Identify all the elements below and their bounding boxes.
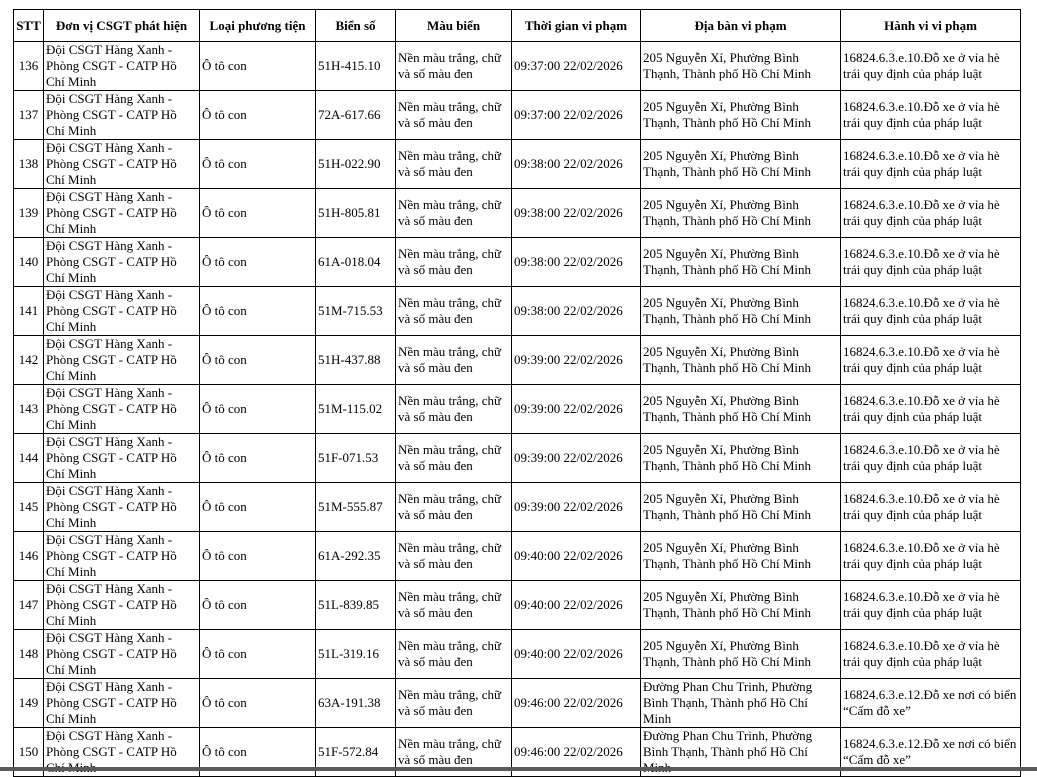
header-plate-color: Màu biển [396, 10, 512, 42]
cell-time: 09:40:00 22/02/2026 [512, 630, 641, 679]
cell-stt: 144 [14, 434, 44, 483]
cell-violation: 16824.6.3.e.10.Đỗ xe ở vỉa hè trái quy định của pháp luật [841, 140, 1021, 189]
cell-time: 09:38:00 22/02/2026 [512, 189, 641, 238]
cell-vehicle-type: Ô tô con [200, 728, 316, 777]
cell-plate: 61A-018.04 [316, 238, 396, 287]
cell-stt: 138 [14, 140, 44, 189]
cell-vehicle-type: Ô tô con [200, 434, 316, 483]
cell-unit: Đội CSGT Hàng Xanh - Phòng CSGT - CATP Hồ Chí Minh [44, 581, 200, 630]
cell-plate: 51H-415.10 [316, 42, 396, 91]
cell-unit: Đội CSGT Hàng Xanh - Phòng CSGT - CATP Hồ Chí Minh [44, 630, 200, 679]
cell-violation: 16824.6.3.e.10.Đỗ xe ở vỉa hè trái quy định của pháp luật [841, 189, 1021, 238]
header-location: Địa bàn vi phạm [641, 10, 841, 42]
cell-violation: 16824.6.3.e.10.Đỗ xe ở vỉa hè trái quy định của pháp luật [841, 581, 1021, 630]
cell-location: 205 Nguyễn Xí, Phường Bình Thạnh, Thành phố Hồ Chí Minh [641, 42, 841, 91]
cell-stt: 146 [14, 532, 44, 581]
cell-violation: 16824.6.3.e.10.Đỗ xe ở vỉa hè trái quy định của pháp luật [841, 287, 1021, 336]
cell-stt: 150 [14, 728, 44, 777]
header-unit: Đơn vị CSGT phát hiện [44, 10, 200, 42]
cell-plate: 51H-805.81 [316, 189, 396, 238]
cell-plate-color: Nền màu trắng, chữ và số màu đen [396, 581, 512, 630]
cell-violation: 16824.6.3.e.10.Đỗ xe ở vỉa hè trái quy định của pháp luật [841, 42, 1021, 91]
cell-plate: 51L-839.85 [316, 581, 396, 630]
table-row [14, 630, 1021, 679]
cell-location: 205 Nguyễn Xí, Phường Bình Thạnh, Thành phố Hồ Chí Minh [641, 189, 841, 238]
cell-plate-color: Nền màu trắng, chữ và số màu đen [396, 42, 512, 91]
table-row [14, 483, 1021, 532]
cell-vehicle-type: Ô tô con [200, 532, 316, 581]
cell-plate: 51F-071.53 [316, 434, 396, 483]
table-body [14, 42, 1021, 777]
table-row [14, 287, 1021, 336]
cell-location: 205 Nguyễn Xí, Phường Bình Thạnh, Thành phố Hồ Chí Minh [641, 336, 841, 385]
table-row [14, 189, 1021, 238]
header-violation: Hành vi vi phạm [841, 10, 1021, 42]
cell-violation: 16824.6.3.e.10.Đỗ xe ở vỉa hè trái quy định của pháp luật [841, 336, 1021, 385]
cell-violation: 16824.6.3.e.12.Đỗ xe nơi có biển “Cấm đỗ xe” [841, 728, 1021, 777]
cell-stt: 148 [14, 630, 44, 679]
cell-location: 205 Nguyễn Xí, Phường Bình Thạnh, Thành phố Hồ Chí Minh [641, 385, 841, 434]
cell-time: 09:38:00 22/02/2026 [512, 140, 641, 189]
cell-time: 09:46:00 22/02/2026 [512, 728, 641, 777]
cell-unit: Đội CSGT Hàng Xanh - Phòng CSGT - CATP Hồ Chí Minh [44, 532, 200, 581]
cell-location: 205 Nguyễn Xí, Phường Bình Thạnh, Thành phố Hồ Chí Minh [641, 483, 841, 532]
cell-violation: 16824.6.3.e.10.Đỗ xe ở vỉa hè trái quy định của pháp luật [841, 91, 1021, 140]
table-row [14, 385, 1021, 434]
table-row [14, 679, 1021, 728]
cell-vehicle-type: Ô tô con [200, 238, 316, 287]
cell-plate-color: Nền màu trắng, chữ và số màu đen [396, 532, 512, 581]
cell-vehicle-type: Ô tô con [200, 189, 316, 238]
cell-vehicle-type: Ô tô con [200, 679, 316, 728]
cell-plate-color: Nền màu trắng, chữ và số màu đen [396, 728, 512, 777]
cell-time: 09:39:00 22/02/2026 [512, 336, 641, 385]
cell-vehicle-type: Ô tô con [200, 483, 316, 532]
cell-vehicle-type: Ô tô con [200, 91, 316, 140]
cell-unit: Đội CSGT Hàng Xanh - Phòng CSGT - CATP Hồ Chí Minh [44, 140, 200, 189]
cell-location: 205 Nguyễn Xí, Phường Bình Thạnh, Thành phố Hồ Chí Minh [641, 581, 841, 630]
table-row [14, 91, 1021, 140]
cell-plate-color: Nền màu trắng, chữ và số màu đen [396, 238, 512, 287]
cell-unit: Đội CSGT Hàng Xanh - Phòng CSGT - CATP Hồ Chí Minh [44, 189, 200, 238]
table-row [14, 42, 1021, 91]
cell-location: 205 Nguyễn Xí, Phường Bình Thạnh, Thành phố Hồ Chí Minh [641, 287, 841, 336]
cell-stt: 145 [14, 483, 44, 532]
cell-time: 09:39:00 22/02/2026 [512, 434, 641, 483]
cell-location: 205 Nguyễn Xí, Phường Bình Thạnh, Thành phố Hồ Chí Minh [641, 434, 841, 483]
cell-time: 09:37:00 22/02/2026 [512, 42, 641, 91]
cell-stt: 136 [14, 42, 44, 91]
cell-location: Đường Phan Chu Trinh, Phường Bình Thạnh, Thành phố Hồ Chí [641, 728, 841, 777]
cell-stt: 140 [14, 238, 44, 287]
cell-stt: 142 [14, 336, 44, 385]
cell-plate-color: Nền màu trắng, chữ và số màu đen [396, 287, 512, 336]
cell-time: 09:46:00 22/02/2026 [512, 679, 641, 728]
cell-violation: 16824.6.3.e.10.Đỗ xe ở vỉa hè trái quy định của pháp luật [841, 238, 1021, 287]
cell-plate: 51H-437.88 [316, 336, 396, 385]
cell-violation: 16824.6.3.e.10.Đỗ xe ở vỉa hè trái quy định của pháp luật [841, 630, 1021, 679]
cell-vehicle-type: Ô tô con [200, 336, 316, 385]
cell-unit: Đội CSGT Hàng Xanh - Phòng CSGT - CATP Hồ Chí Minh [44, 91, 200, 140]
cell-plate-color: Nền màu trắng, chữ và số màu đen [396, 140, 512, 189]
cell-time: 09:38:00 22/02/2026 [512, 287, 641, 336]
cell-stt: 147 [14, 581, 44, 630]
cell-location: 205 Nguyễn Xí, Phường Bình Thạnh, Thành phố Hồ Chí Minh [641, 630, 841, 679]
violations-table [13, 9, 1021, 777]
cell-vehicle-type: Ô tô con [200, 385, 316, 434]
cell-unit: Đội CSGT Hàng Xanh - Phòng CSGT - CATP Hồ Chí Minh [44, 238, 200, 287]
header-stt: STT [14, 10, 44, 42]
cell-vehicle-type: Ô tô con [200, 140, 316, 189]
page-bottom-border [0, 767, 1037, 771]
cell-time: 09:40:00 22/02/2026 [512, 581, 641, 630]
cell-plate-color: Nền màu trắng, chữ và số màu đen [396, 434, 512, 483]
cell-vehicle-type: Ô tô con [200, 287, 316, 336]
cell-plate: 63A-191.38 [316, 679, 396, 728]
cell-unit: Đội CSGT Hàng Xanh - Phòng CSGT - CATP Hồ Chí Minh [44, 679, 200, 728]
table-row [14, 581, 1021, 630]
cell-location: Đường Phan Chu Trinh, Phường Bình Thạnh, Thành phố Hồ Chí Minh [641, 679, 841, 728]
cell-unit: Đội CSGT Hàng Xanh - Phòng CSGT - CATP Hồ Chí Minh [44, 434, 200, 483]
cell-location: 205 Nguyễn Xí, Phường Bình Thạnh, Thành phố Hồ Chí Minh [641, 91, 841, 140]
table-row [14, 238, 1021, 287]
cell-stt: 143 [14, 385, 44, 434]
cell-vehicle-type: Ô tô con [200, 42, 316, 91]
table-row [14, 336, 1021, 385]
cell-plate: 51M-715.53 [316, 287, 396, 336]
cell-vehicle-type: Ô tô con [200, 630, 316, 679]
cell-unit: Đội CSGT Hàng Xanh - Phòng CSGT - CATP Hồ Chí Minh [44, 385, 200, 434]
header-plate: Biển số [316, 10, 396, 42]
cell-stt: 141 [14, 287, 44, 336]
table-row [14, 532, 1021, 581]
cell-plate-color: Nền màu trắng, chữ và số màu đen [396, 630, 512, 679]
header-time: Thời gian vi phạm [512, 10, 641, 42]
cell-unit: Đội CSGT Hàng Xanh - Phòng CSGT - CATP Hồ Chí Minh [44, 336, 200, 385]
cell-violation: 16824.6.3.e.10.Đỗ xe ở vỉa hè trái quy định của pháp luật [841, 532, 1021, 581]
cell-plate: 72A-617.66 [316, 91, 396, 140]
cell-stt: 139 [14, 189, 44, 238]
cell-time: 09:37:00 22/02/2026 [512, 91, 641, 140]
cell-plate-color: Nền màu trắng, chữ và số màu đen [396, 679, 512, 728]
cell-unit: Đội CSGT Hàng Xanh - Phòng CSGT - CATP Hồ Chí Minh [44, 483, 200, 532]
table-row [14, 434, 1021, 483]
cell-unit: Đội CSGT Hàng Xanh - Phòng CSGT - CATP Hồ Chí Minh [44, 287, 200, 336]
violations-sheet [13, 9, 1021, 777]
cell-location: 205 Nguyễn Xí, Phường Bình Thạnh, Thành phố Hồ Chí Minh [641, 532, 841, 581]
cell-plate-color: Nền màu trắng, chữ và số màu đen [396, 483, 512, 532]
cell-time: 09:38:00 22/02/2026 [512, 238, 641, 287]
cell-plate: 61A-292.35 [316, 532, 396, 581]
cell-plate: 51M-555.87 [316, 483, 396, 532]
cell-time: 09:39:00 22/02/2026 [512, 483, 641, 532]
cell-location: 205 Nguyễn Xí, Phường Bình Thạnh, Thành phố Hồ Chí Minh [641, 238, 841, 287]
cell-time: 09:39:00 22/02/2026 [512, 385, 641, 434]
cell-location: 205 Nguyễn Xí, Phường Bình Thạnh, Thành phố Hồ Chí Minh [641, 140, 841, 189]
cell-violation: 16824.6.3.e.10.Đỗ xe ở vỉa hè trái quy định của pháp luật [841, 434, 1021, 483]
cell-plate: 51F-572.84 [316, 728, 396, 777]
cell-unit: Đội CSGT Hàng Xanh - Phòng CSGT - CATP Hồ Chí Minh [44, 42, 200, 91]
cell-plate-color: Nền màu trắng, chữ và số màu đen [396, 385, 512, 434]
cell-violation: 16824.6.3.e.10.Đỗ xe ở vỉa hè trái quy định của pháp luật [841, 385, 1021, 434]
cell-violation: 16824.6.3.e.10.Đỗ xe ở vỉa hè trái quy định của pháp luật [841, 483, 1021, 532]
header-vehicle-type: Loại phương tiện [200, 10, 316, 42]
cell-unit: Đội CSGT Hàng Xanh - Phòng CSGT - CATP Hồ [44, 728, 200, 777]
cell-plate: 51H-022.90 [316, 140, 396, 189]
cell-vehicle-type: Ô tô con [200, 581, 316, 630]
table-row [14, 140, 1021, 189]
cell-violation: 16824.6.3.e.12.Đỗ xe nơi có biển “Cấm đỗ xe” [841, 679, 1021, 728]
cell-plate-color: Nền màu trắng, chữ và số màu đen [396, 91, 512, 140]
cell-plate-color: Nền màu trắng, chữ và số màu đen [396, 189, 512, 238]
cell-time: 09:40:00 22/02/2026 [512, 532, 641, 581]
cell-plate: 51M-115.02 [316, 385, 396, 434]
cell-stt: 149 [14, 679, 44, 728]
cell-plate-color: Nền màu trắng, chữ và số màu đen [396, 336, 512, 385]
cell-stt: 137 [14, 91, 44, 140]
table-header-row [14, 10, 1021, 42]
cell-plate: 51L-319.16 [316, 630, 396, 679]
